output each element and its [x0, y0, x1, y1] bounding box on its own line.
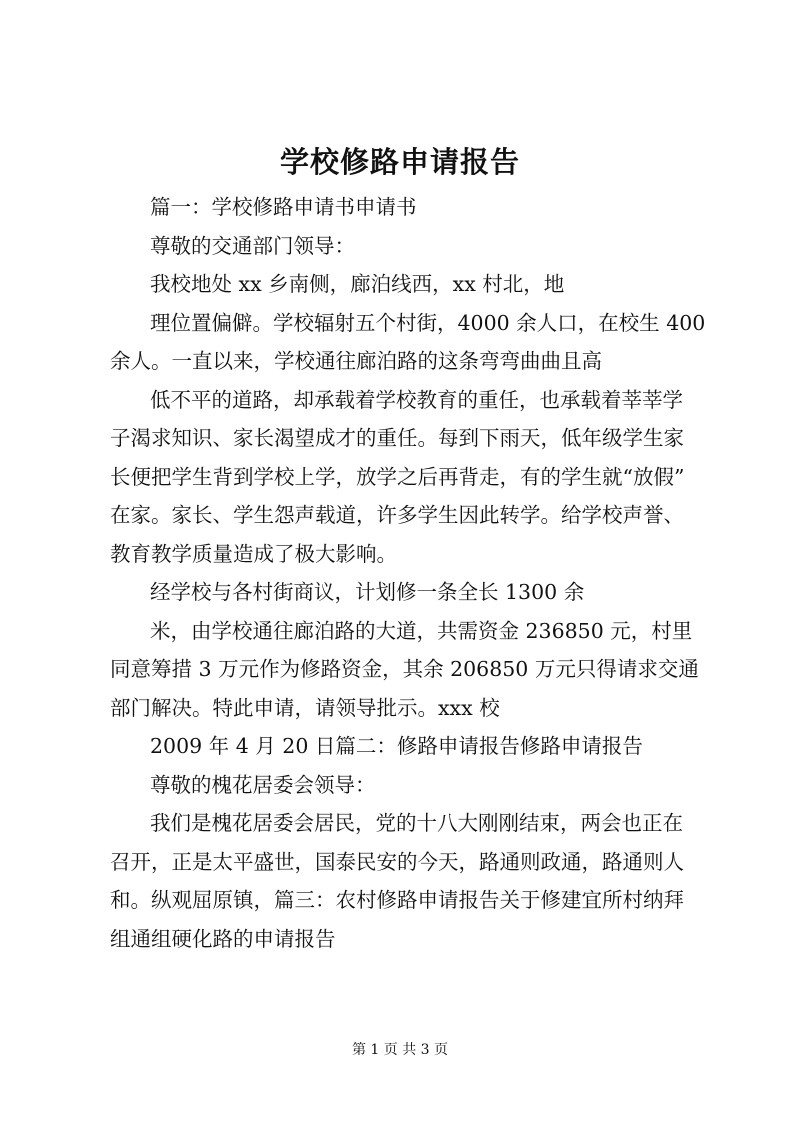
body-line: 长便把学生背到学校上学，放学之后再背走，有的学生就“放假” [110, 464, 685, 489]
body-line: 经学校与各村街商议，计划修一条全长 1300 余 [150, 580, 585, 604]
body-line: 低不平的道路，却承载着学校教育的重任，也承载着莘莘学 [150, 387, 683, 412]
body-line: 召开，正是太平盛世，国泰民安的今天，路通则政通，路通则人 [110, 849, 684, 874]
body-line: 子渴求知识、家长渴望成才的重任。每到下雨天，低年级学生家 [110, 426, 684, 450]
body-line: 尊敬的交通部门领导： [150, 233, 355, 258]
body-line: 尊敬的槐花居委会领导： [150, 772, 376, 797]
body-line: 2009 年 4 月 20 日篇二：修路申请报告修路申请报告 [150, 734, 643, 758]
page-number-footer: 第 1 页 共 3 页 [351, 1042, 449, 1058]
body-line: 同意筹措 3 万元作为修路资金，其余 206850 万元只得请求交通 [110, 657, 699, 681]
body-line: 我校地处 xx 乡南侧，廊泊线西，xx 村北，地 [150, 272, 565, 296]
document-title: 学校修路申请报告 [279, 145, 520, 179]
body-line: 米，由学校通往廊泊路的大道，共需资金 236850 元，村里 [150, 618, 693, 643]
body-line: 组通组硬化路的申请报告 [110, 926, 336, 951]
body-line: 余人。一直以来，学校通往廊泊路的这条弯弯曲曲且高 [110, 349, 602, 373]
document-body [110, 188, 714, 958]
body-line: 在家。家长、学生怨声载道，许多学生因此转学。给学校声誉、 [110, 503, 684, 527]
body-line: 理位置偏僻。学校辐射五个村街，4000 余人口，在校生 400 [150, 310, 706, 335]
body-line: 部门解决。特此申请，请领导批示。xxx 校 [110, 695, 500, 720]
body-line: 和。纵观屈原镇，篇三：农村修路申请报告关于修建宜所村纳拜 [110, 888, 684, 912]
body-line: 教育教学质量造成了极大影响。 [110, 541, 397, 566]
body-line: 我们是槐花居委会居民，党的十八大刚刚结束，两会也正在 [150, 811, 683, 835]
body-line: 篇一：学校修路申请书申请书 [150, 195, 417, 219]
